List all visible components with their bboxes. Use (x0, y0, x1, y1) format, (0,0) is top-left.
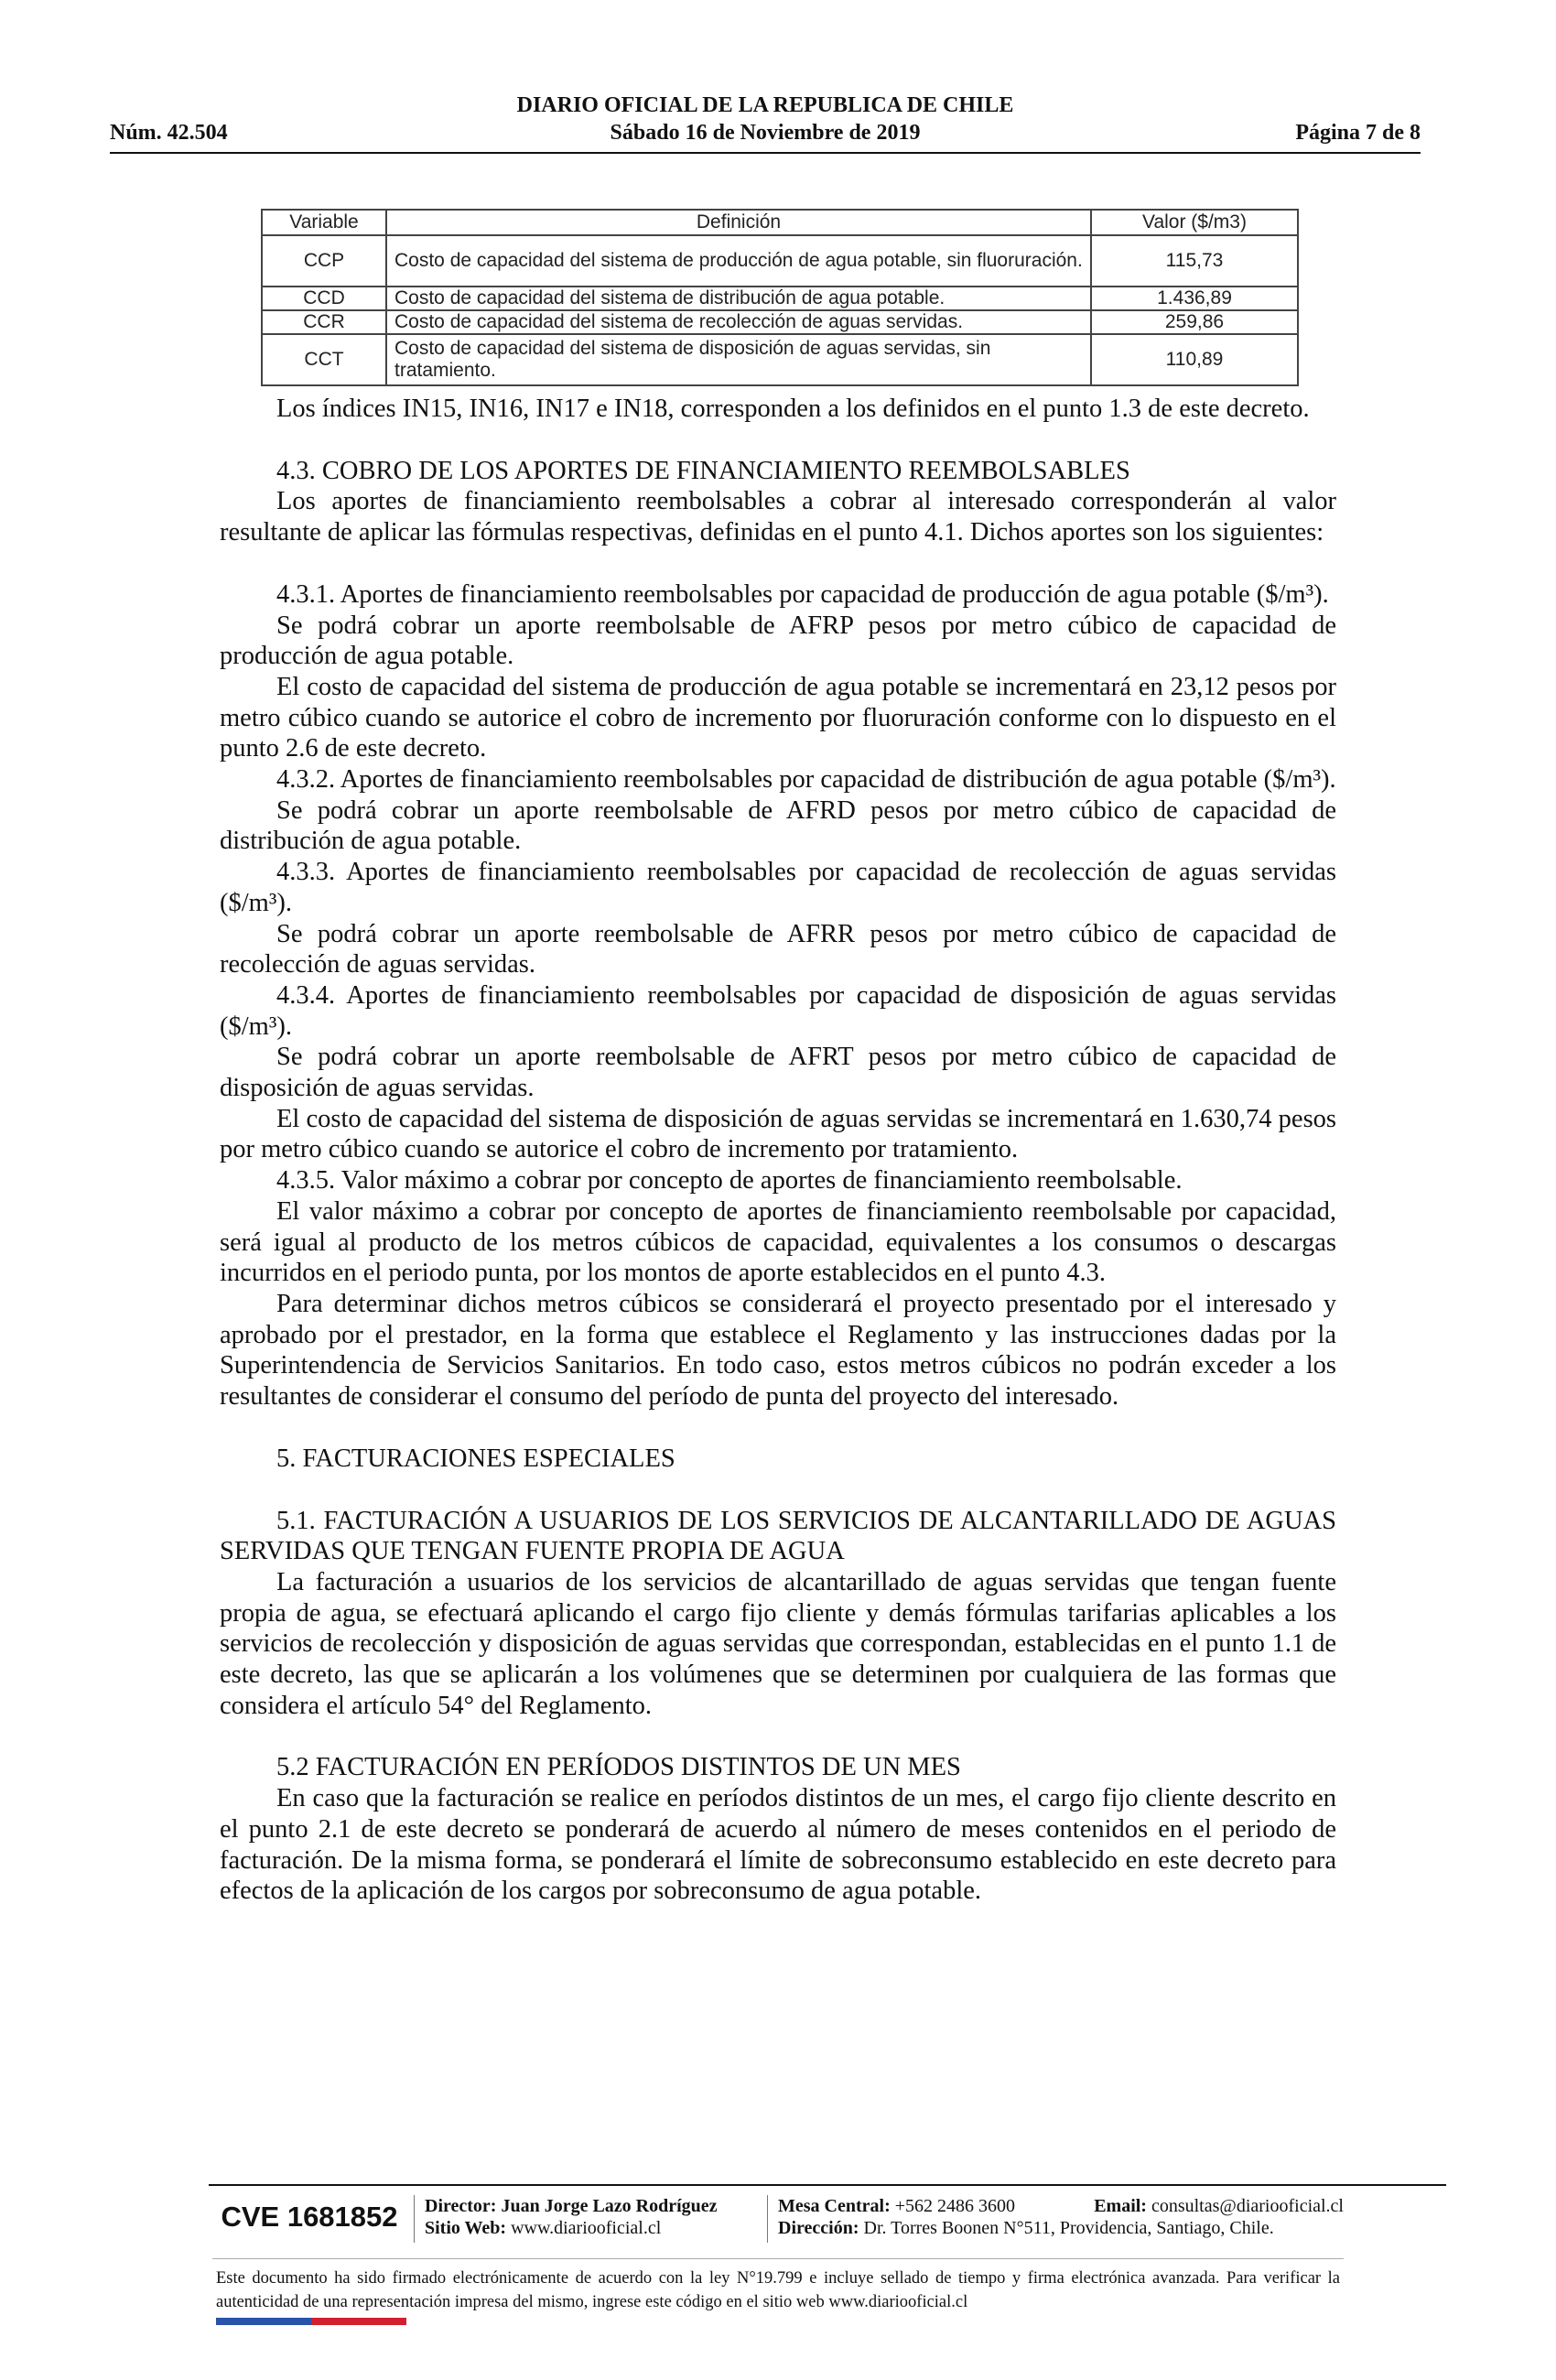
cell-definicion: Costo de capacidad del sistema de distribución de agua potable. (386, 287, 1091, 310)
paragraph-gap (220, 1475, 1336, 1506)
paragraph: 4.3. COBRO DE LOS APORTES DE FINANCIAMIENTO REEMBOLSABLES (276, 456, 1130, 485)
paragraph-gap (220, 548, 1336, 579)
footer-director-block (425, 2195, 718, 2239)
column-header-definicion: Definición (386, 210, 1091, 235)
publication-title: DIARIO OFICIAL DE LA REPUBLICA DE CHILE (516, 93, 1014, 117)
paragraph: 4.3.2. Aportes de financiamiento reembolsables por capacidad de distribución de agua potable ($/m³). (276, 765, 1336, 795)
paragraph: 4.3.3. Aportes de financiamiento reembolsables por capacidad de recolección de aguas servidas ($/m³). (220, 858, 1336, 917)
table-row (262, 287, 1298, 310)
paragraph: Se podrá cobrar un aporte reembolsable de AFRP pesos por metro cúbico de capacidad de producción de agua potable. (220, 611, 1336, 671)
header-center (110, 92, 1421, 146)
paragraph: 4.3.5. Valor máximo a cobrar por concepto de aportes de financiamiento reembolsable. (276, 1166, 1183, 1195)
cell-definicion: Costo de capacidad del sistema de disposición de aguas servidas, sin tratamiento. (386, 334, 1091, 385)
paragraph: Los índices IN15, IN16, IN17 e IN18, corresponden a los definidos en el punto 1.3 de este decreto. (276, 395, 1310, 423)
table-header-row (262, 210, 1298, 235)
paragraph: 5.1. FACTURACIÓN A USUARIOS DE LOS SERVICIOS DE ALCANTARILLADO DE AGUAS SERVIDAS QUE TENGAN FUENTE PROPIA DE AGUA (220, 1506, 1336, 1566)
email-link[interactable]: consultas@diariooficial.cl (1151, 2196, 1344, 2216)
footer-contact-block (778, 2195, 1344, 2239)
column-header-valor: Valor ($/m3) (1091, 210, 1298, 235)
cell-variable: CCT (262, 334, 386, 385)
cve-code: CVE 1681852 (221, 2201, 398, 2233)
footer-divider (414, 2195, 415, 2243)
paragraph-gap (220, 1412, 1336, 1444)
footer-thin-rule (212, 2258, 1344, 2259)
cell-variable: CCP (262, 235, 386, 287)
cell-definicion: Costo de capacidad del sistema de recolección de aguas servidas. (386, 310, 1091, 334)
paragraph: 4.3.4. Aportes de financiamiento reembolsables por capacidad de disposición de aguas servidas ($/m³). (220, 980, 1336, 1041)
cost-table (261, 209, 1299, 386)
phone-number: +562 2486 3600 (894, 2196, 1016, 2216)
flag-blue-band (216, 2318, 311, 2325)
cell-valor: 115,73 (1091, 235, 1298, 287)
paragraph: Se podrá cobrar un aporte reembolsable de AFRT pesos por metro cúbico de capacidad de disposición de aguas servidas. (220, 1043, 1336, 1103)
column-header-variable: Variable (262, 210, 386, 235)
paragraph: Los aportes de financiamiento reembolsables a cobrar al interesado corresponderán al valor resultante de aplicar las fórmulas respectivas, definidas en el punto 4.1. Dichos aportes son los siguientes: (220, 487, 1336, 547)
website-label: Sitio Web: (425, 2218, 507, 2238)
paragraph: 4.3.1. Aportes de financiamiento reembolsables por capacidad de producción de agua potable ($/m³). (276, 579, 1329, 609)
page-number: Página 7 de 8 (1295, 121, 1421, 145)
paragraph: La facturación a usuarios de los servicios de alcantarillado de aguas servidas que tengan fuente propia de agua, se efectuará aplicando el cargo fijo cliente y demás fórmulas tarifarias aplicables a los servicios de recolección y disposición de aguas servidas que correspondan, establecidas en el punto 1.1 de este decreto, las que se aplicarán a los volúmenes que se determinen por cualquiera de las formas que considera el artículo 54° del Reglamento. (220, 1567, 1336, 1720)
cell-variable: CCD (262, 287, 386, 310)
paragraph: En caso que la facturación se realice en períodos distintos de un mes, el cargo fijo cliente descrito en el punto 2.1 de este decreto se ponderará de acuerdo al número de meses contenidos en el periodo de facturación. De la misma forma, se ponderará el límite de sobreconsumo establecido en este decreto para efectos de la aplicación de los cargos por sobreconsumo de agua potable. (220, 1784, 1336, 1906)
document-body (220, 394, 1336, 1907)
paragraph: El costo de capacidad del sistema de producción de agua potable se incrementará en 23,12 pesos por metro cúbico cuando se autorice el cobro de incremento por fluoruración conforme con lo dispuesto en el punto 2.6 de este decreto. (220, 672, 1336, 763)
footer-rule (209, 2184, 1446, 2186)
flag-stripe (216, 2318, 406, 2325)
flag-red-band (311, 2318, 406, 2325)
director-label: Director: (425, 2196, 497, 2216)
paragraph: El valor máximo a cobrar por concepto de aportes de financiamiento reembolsable por capacidad, será igual al producto de los metros cúbicos de capacidad, equivalentes a los consumos o descargas incurridos en el periodo punta, por los montos de aporte establecidos en el punto 4.3. (220, 1196, 1336, 1288)
paragraph: Se podrá cobrar un aporte reembolsable de AFRR pesos por metro cúbico de capacidad de recolección de aguas servidas. (220, 919, 1336, 979)
cell-definicion: Costo de capacidad del sistema de producción de agua potable, sin fluoruración. (386, 235, 1091, 287)
paragraph: El costo de capacidad del sistema de disposición de aguas servidas se incrementará en 1.630,74 pesos por metro cúbico cuando se autorice el cobro de incremento por tratamiento. (220, 1104, 1336, 1164)
address-value: Dr. Torres Boonen N°511, Providencia, Santiago, Chile. (863, 2218, 1274, 2238)
header-rule (110, 152, 1421, 154)
director-name: Juan Jorge Lazo Rodríguez (501, 2196, 718, 2216)
page-footer (212, 2191, 1344, 2246)
publication-date: Sábado 16 de Noviembre de 2019 (610, 121, 921, 145)
paragraph: 5.2 FACTURACIÓN EN PERÍODOS DISTINTOS DE UN MES (276, 1753, 961, 1782)
table-row (262, 310, 1298, 334)
cell-valor: 1.436,89 (1091, 287, 1298, 310)
footer-divider (767, 2195, 768, 2243)
legal-notice: Este documento ha sido firmado electrónicamente de acuerdo con la ley N°19.799 e incluye sellado de tiempo y firma electrónica avanzada. Para verificar la autenticidad de una representación impresa del mismo, ingrese este código en el sitio web www.diariooficial.cl (216, 2269, 1340, 2311)
paragraph: 5. FACTURACIONES ESPECIALES (276, 1444, 675, 1473)
paragraph: Para determinar dichos metros cúbicos se considerará el proyecto presentado por el interesado y aprobado por el prestador, en la forma que establece el Reglamento y las instrucciones dadas por la Superintendencia de Servicios Sanitarios. En todo caso, estos metros cúbicos no podrán exceder a los resultantes de considerar el consumo del período de punta del proyecto del interesado. (220, 1289, 1336, 1412)
cell-variable: CCR (262, 310, 386, 334)
paragraph-gap (220, 1721, 1336, 1752)
email-label: Email: (1094, 2196, 1147, 2216)
table-row (262, 235, 1298, 287)
website-link[interactable]: www.diariooficial.cl (511, 2218, 662, 2238)
cell-valor: 259,86 (1091, 310, 1298, 334)
paragraph-gap (220, 425, 1336, 456)
phone-label: Mesa Central: (778, 2196, 891, 2216)
table-row (262, 334, 1298, 385)
page-header (110, 92, 1421, 146)
issue-number: Núm. 42.504 (110, 121, 228, 145)
paragraph: Se podrá cobrar un aporte reembolsable de AFRD pesos por metro cúbico de capacidad de distribución de agua potable. (220, 795, 1336, 856)
address-label: Dirección: (778, 2218, 859, 2238)
cell-valor: 110,89 (1091, 334, 1298, 385)
